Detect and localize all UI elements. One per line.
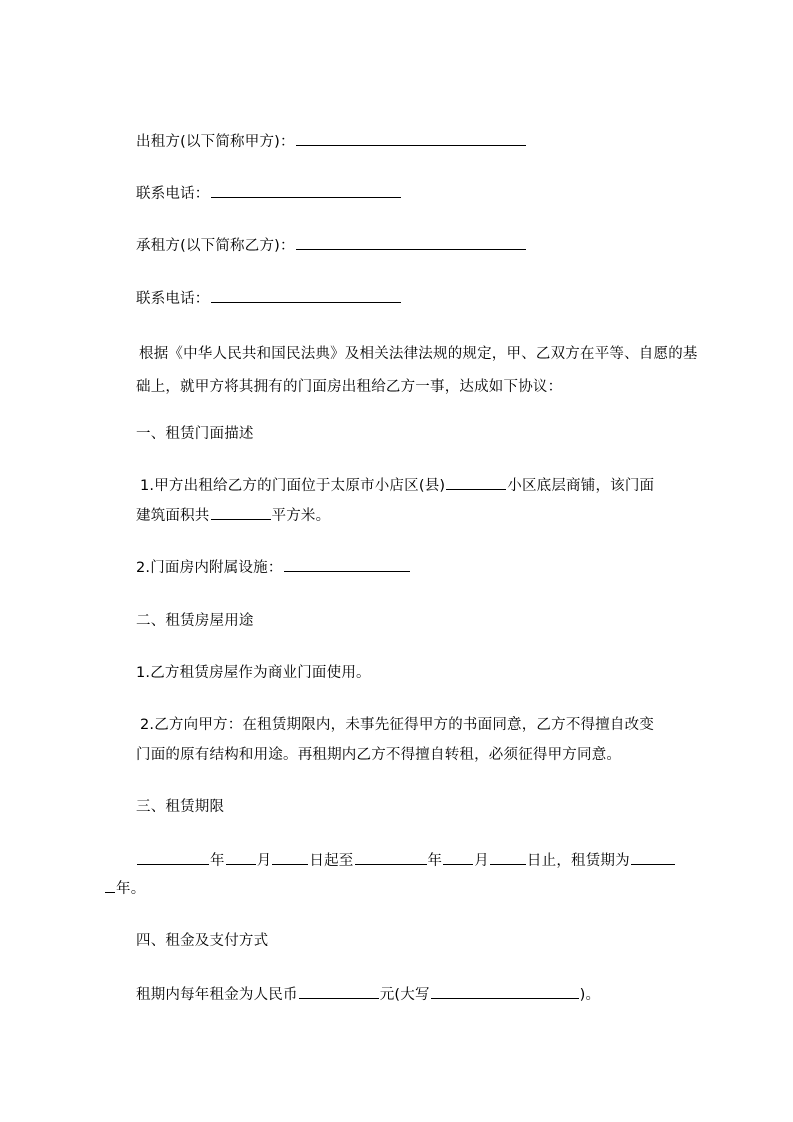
end-day-label: 日止，租赁期为 — [526, 853, 630, 869]
section1-item2-line — [136, 552, 706, 585]
rent-text-a: 租期内每年租金为人民币 — [136, 987, 298, 1003]
section1-heading: 一、租赁门面描述 — [136, 426, 254, 442]
lessor-phone-line — [136, 178, 706, 211]
section1-item2-text: 2.门面房内附属设施： — [136, 560, 283, 576]
section2-item2-line1: 2.乙方向甲方：在租赁期限内，未事先征得甲方的书面同意，乙方不得擅自改变 — [140, 717, 655, 733]
lessee-phone-blank[interactable] — [211, 287, 401, 303]
start-month-blank[interactable] — [226, 849, 256, 865]
section4-heading: 四、租金及支付方式 — [136, 933, 269, 949]
section2-item2-line2: 门面的原有结构和用途。再租期内乙方不得擅自转租，必须征得甲方同意。 — [136, 747, 622, 763]
lessor-blank[interactable] — [296, 130, 526, 146]
section2-item1: 1.乙方租赁房屋作为商业门面使用。 — [136, 665, 371, 681]
start-year-label: 年 — [210, 853, 225, 869]
lessee-phone-line — [136, 283, 706, 316]
section3-heading: 三、租赁期限 — [136, 799, 225, 815]
lessee-blank[interactable] — [296, 234, 526, 250]
term-years-label: 年。 — [116, 881, 146, 897]
lessee-label: 承租方(以下简称乙方)： — [136, 238, 295, 254]
end-year-label: 年 — [427, 853, 443, 869]
facilities-blank[interactable] — [284, 556, 410, 572]
start-day-label: 日起至 — [309, 853, 354, 869]
start-day-blank[interactable] — [272, 849, 308, 865]
end-year-blank[interactable] — [355, 849, 427, 865]
rent-words-blank[interactable] — [431, 983, 579, 999]
section2-heading: 二、租赁房屋用途 — [136, 613, 254, 629]
lessor-phone-label: 联系电话： — [136, 186, 210, 202]
rent-amount-blank[interactable] — [299, 983, 379, 999]
community-blank[interactable] — [446, 474, 506, 490]
rent-text-b: 元(大写 — [379, 987, 430, 1003]
start-year-blank[interactable] — [137, 849, 209, 865]
term-years-blank-a[interactable] — [631, 849, 675, 865]
end-month-label: 月 — [474, 853, 489, 869]
rent-line — [136, 979, 706, 1012]
start-month-label: 月 — [256, 853, 272, 869]
section1-item1-line1 — [140, 470, 710, 503]
section1-item1-text-b: 小区底层商铺，该门面 — [507, 478, 655, 494]
end-month-blank[interactable] — [443, 849, 473, 865]
term-years-blank-b[interactable] — [105, 877, 115, 893]
lessor-phone-blank[interactable] — [211, 182, 401, 198]
section1-item1-text-c: 建筑面积共 — [136, 508, 210, 524]
section1-item1-text-a: 1.甲方出租给乙方的门面位于太原市小店区(县) — [140, 478, 446, 494]
section1-item1-line2 — [136, 500, 706, 533]
lessee-line — [136, 230, 706, 263]
lessee-phone-label: 联系电话： — [136, 291, 210, 307]
section1-item1-text-d: 平方米。 — [271, 508, 331, 524]
lease-term-line2 — [104, 873, 674, 906]
preamble-paragraph: 根据《中华人民共和国民法典》及相关法律法规的规定，甲、乙双方在平等、自愿的基础上，就甲方将其拥有的门面房出租给乙方一事，达成如下协议： — [136, 346, 698, 395]
area-blank[interactable] — [211, 504, 271, 520]
end-day-blank[interactable] — [490, 849, 526, 865]
lessor-line — [136, 126, 706, 159]
lessor-label: 出租方(以下简称甲方)： — [136, 134, 295, 150]
rent-text-c: )。 — [579, 987, 601, 1003]
